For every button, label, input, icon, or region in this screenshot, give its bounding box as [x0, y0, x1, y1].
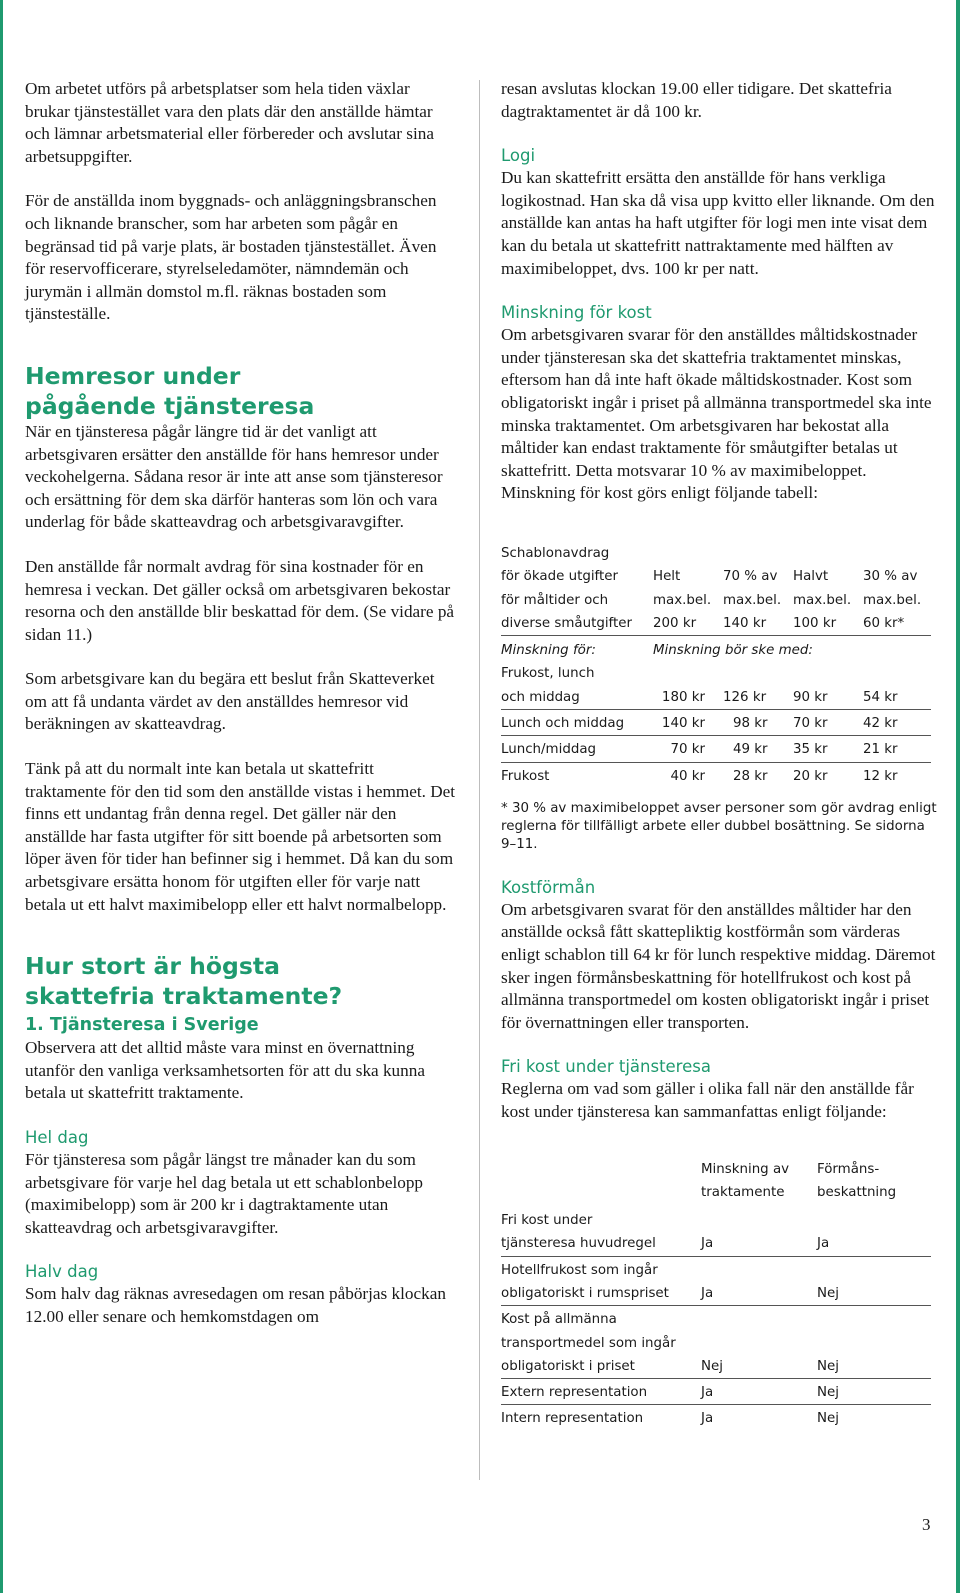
- table-cell: 49 kr: [723, 736, 793, 762]
- table-cell: Minskning bör ske med:: [653, 643, 813, 659]
- table-header-cell: Förmåns-: [817, 1161, 880, 1177]
- table-cell: Ja: [701, 1379, 817, 1405]
- heading-hemresor-line1: Hemresor under: [25, 361, 241, 390]
- table-footnote: * 30 % av maximibeloppet avser personer som gör avdrag enligt reglerna för tillfälligt arbete eller dubbel bosättning. Se sidorna 9–11.: [501, 800, 937, 853]
- table-row: [501, 1282, 931, 1306]
- table-cell: transportmedel som ingår: [501, 1335, 676, 1351]
- table-cell: Nej: [817, 1379, 931, 1405]
- heading-kostforman: Kostförmån: [501, 877, 596, 897]
- table-row: [501, 1379, 931, 1405]
- table-cell: för måltider och: [501, 592, 609, 608]
- table-cell: Kost på allmänna: [501, 1312, 617, 1328]
- table-cell: Intern representation: [501, 1411, 644, 1427]
- paragraph-hemresor: När en tjänsteresa pågår längre tid är det vanligt att arbetsgivaren ersätter den anställde för hans hemresor under veckohelgerna. Sådana resor är inte att anse som tjänsteresor och ersättning för dem ska därför hanteras som lön och vara underlag för både skatteavdrag och arbetsgivaravgifter.: [25, 421, 443, 532]
- table-cell: obligatoriskt i priset: [501, 1355, 701, 1379]
- table-header-cell: 140 kr: [723, 612, 793, 636]
- table-row: [501, 1181, 931, 1204]
- table-cell: Frukost, lunch: [501, 666, 595, 682]
- table-row: [501, 612, 931, 636]
- table-cell: för ökade utgifter: [501, 569, 619, 585]
- table-header-cell: beskattning: [817, 1184, 897, 1200]
- table-row: [501, 1306, 931, 1332]
- left-column: [25, 78, 457, 1329]
- paragraph-resan-avslutas: resan avslutas klockan 19.00 eller tidigare. Det skattefria dagtraktamentet är då 100 kr.: [501, 79, 892, 121]
- heading-hogsta-line1: Hur stort är högsta: [25, 952, 280, 981]
- paragraph-kostforman: Om arbetsgivaren svarat för den anställdes måltider har den anställde också fått skattepliktig kostförmån som värderas enligt schablon till 64 kr för lunch respektive middag. Däremot sker ingen förmånsbeskattning för hotellfrukost och kost på allmänna transportmedel om kosten obligatoriskt ingår i priset för övernattningen eller transporten.: [501, 899, 936, 1032]
- page-number: 3: [922, 1515, 931, 1534]
- table-row: [501, 1158, 931, 1181]
- table-row: [501, 542, 931, 565]
- table-cell: 98 kr: [723, 709, 793, 735]
- table-cell: tjänsteresa huvudregel: [501, 1232, 701, 1256]
- heading-hogsta-traktamente: [25, 951, 457, 1011]
- paragraph-logi: Du kan skattefritt ersätta den anställde för hans verkliga logikostnad. Han ska då visa upp kvitto eller liknande. Om den anställde kan antas ha haft utgifter för logi men inte visat dem kan du betala ut skattefritt nattraktamente med hälften av maximibeloppet, dvs. 100 kr per natt.: [501, 168, 935, 278]
- table-row: [501, 736, 931, 762]
- table-cell: 21 kr: [863, 736, 931, 762]
- table-row: [501, 1405, 931, 1431]
- table-cell: Fri kost under: [501, 1213, 593, 1229]
- table-row: [501, 1355, 931, 1379]
- table-header-cell: 70 % av: [723, 569, 778, 585]
- table-cell: 12 kr: [863, 768, 898, 784]
- table-cell: Ja: [701, 1232, 817, 1256]
- heading-hemresor-line2: pågående tjänsteresa: [25, 391, 315, 420]
- table-header-cell: Helt: [653, 569, 681, 585]
- table-cell: Nej: [817, 1411, 839, 1427]
- table-cell: 54 kr: [863, 686, 931, 710]
- table-fri-kost: [501, 1158, 931, 1431]
- table-cell: 35 kr: [793, 736, 863, 762]
- heading-hogsta-line2: skattefria traktamente?: [25, 982, 343, 1011]
- table-header-cell: Halvt: [793, 569, 829, 585]
- table-cell: 42 kr: [863, 709, 931, 735]
- table-row: [501, 686, 931, 710]
- table-header-cell: 30 % av: [863, 569, 918, 585]
- table-cell: 20 kr: [793, 768, 828, 784]
- paragraph-minskning-kost: Om arbetsgivaren svarar för den anställdes måltidskostnader under tjänsteresan ska det skattefria traktamentet minskas, eftersom han då inte haft ökade måltidskostnader. Kost som obligatoriskt ingår i priset på allmänna transportmedel ska inte minska traktamentet. Om arbetsgivaren har bekostat alla måltider kan endast traktamente för småutgifter betalas ut skattefritt. Detta motsvarar 10 % av maximibeloppet. Minskning för kost görs enligt följande tabell:: [501, 325, 932, 503]
- table-row: [501, 1232, 931, 1256]
- table-header-cell: max.bel.: [723, 592, 782, 608]
- table-cell: 70 kr: [793, 709, 863, 735]
- table-cell: 180 kr: [653, 686, 723, 710]
- heading-minskning-kost: Minskning för kost: [501, 303, 652, 323]
- table-cell: och middag: [501, 686, 653, 710]
- table-schablonavdrag: [501, 542, 931, 788]
- heading-fri-kost: Fri kost under tjänsteresa: [501, 1057, 711, 1077]
- table-row: [501, 565, 931, 588]
- paragraph-fri-kost: Reglerna om vad som gäller i olika fall när den anställde får kost under tjänsteresa kan sammanfattas enligt följande:: [501, 1079, 914, 1121]
- paragraph-overnattning: Observera att det alltid måste vara minst en övernattning utanför den vanliga verksamhetsorten för att du ska kunna betala ut skattefritt traktamente.: [25, 1038, 425, 1103]
- table-cell: obligatoriskt i rumspriset: [501, 1282, 701, 1306]
- table-row: [501, 1256, 931, 1282]
- table-row: [501, 709, 931, 735]
- paragraph-arbetsplatser: Om arbetet utförs på arbetsplatser som hela tiden växlar brukar tjänstestället vara den plats där den anställde hämtar och lämnar arbetsmaterial eller förbereder och avslutar sina arbetsuppgifter.: [25, 79, 434, 166]
- table-cell: Extern representation: [501, 1379, 701, 1405]
- table-cell: Nej: [817, 1355, 931, 1379]
- table-cell: Minskning för:: [501, 643, 596, 659]
- table-cell: Nej: [701, 1355, 817, 1379]
- table-row: [501, 762, 931, 788]
- table-cell: 90 kr: [793, 686, 863, 710]
- table-row: [501, 1332, 931, 1355]
- paragraph-beslut-skatteverket: Som arbetsgivare kan du begära ett beslut från Skatteverket om att få undanta värdet av den anställdes hemresor vid beräkningen av skatteavdrag.: [25, 669, 435, 734]
- paragraph-byggnads: För de anställda inom byggnads- och anläggningsbranschen och liknande branscher, som har arbeten som pågår en begränsad tid på varje plats, är bostaden tjänstestället. Även för reservofficerare, styrelseledamöter, nämndemän och jurymän i allmän domstol m.fl. räknas bostaden som tjänsteställe.: [25, 191, 437, 324]
- table-cell: 28 kr: [733, 768, 768, 784]
- table-cell: Ja: [701, 1282, 817, 1306]
- paragraph-vistas-hemmet: Tänk på att du normalt inte kan betala ut skattefritt traktamente för den tid som den anställde vistas i hemmet. Det finns ett undantag från denna regel. Det gäller när den anställde har fasta utgifter för sitt boende på arbetsorten som löper även för tider han befinner sig i hemmet. Då kan du som arbetsgivare ersätta honom för utgiften eller för varje natt betala ut ett halvt maximibelopp eller ett halvt normalbelopp.: [25, 759, 456, 914]
- table-cell: 140 kr: [653, 709, 723, 735]
- table-cell: Ja: [701, 1411, 714, 1427]
- column-divider: [479, 80, 480, 1480]
- table-header-cell: 200 kr: [653, 612, 723, 636]
- table-cell: 70 kr: [653, 736, 723, 762]
- table-cell: 40 kr: [670, 768, 705, 784]
- table-row: [501, 589, 931, 612]
- table-header-cell: 100 kr: [793, 612, 863, 636]
- table-cell: Lunch och middag: [501, 709, 653, 735]
- table-header-cell: traktamente: [701, 1184, 785, 1200]
- left-edge-bar: [0, 0, 3, 1593]
- table-cell: Schablonavdrag: [501, 545, 610, 561]
- table-cell: Lunch/middag: [501, 736, 653, 762]
- table-cell: Nej: [817, 1282, 931, 1306]
- heading-hel-dag: Hel dag: [25, 1128, 89, 1147]
- table-header-cell: max.bel.: [793, 592, 852, 608]
- table-header-cell: max.bel.: [863, 592, 922, 608]
- paragraph-hel-dag: För tjänsteresa som pågår längst tre månader kan du som arbetsgivare för varje hel dag betala ut ett schablonbelopp (maximibelopp) som är 200 kr i dagtraktamente utan skatteavdrag och arbetsgivaravgifter.: [25, 1150, 424, 1237]
- heading-tjansteresa-sverige: 1. Tjänsteresa i Sverige: [25, 1015, 259, 1036]
- table-cell: Hotellfrukost som ingår: [501, 1262, 658, 1278]
- right-column: [501, 78, 937, 1431]
- table-row: [501, 1204, 931, 1232]
- heading-hemresor: [25, 361, 457, 421]
- paragraph-halv-dag: Som halv dag räknas avresedagen om resan påbörjas klockan 12.00 eller senare och hemkomstdagen om: [25, 1284, 446, 1326]
- table-header-cell: max.bel.: [653, 592, 712, 608]
- table-cell: Ja: [817, 1232, 931, 1256]
- table-row: [501, 662, 931, 685]
- table-cell: Frukost: [501, 768, 550, 784]
- right-edge-bar: [956, 0, 960, 1593]
- table-header-cell: 60 kr*: [863, 612, 931, 636]
- heading-halv-dag: Halv dag: [25, 1262, 99, 1282]
- table-header-cell: Minskning av: [701, 1161, 790, 1177]
- paragraph-avdrag-hemresa: Den anställde får normalt avdrag för sina kostnader för en hemresa i veckan. Det gäller också om arbetsgivaren bekostar resorna och den anställde blir beskattad för dem. (Se vidare på sidan 11.): [25, 556, 455, 644]
- table-cell: diverse småutgifter: [501, 612, 653, 636]
- table-row: [501, 636, 931, 663]
- heading-logi: Logi: [501, 146, 536, 166]
- table-cell: 126 kr: [723, 686, 793, 710]
